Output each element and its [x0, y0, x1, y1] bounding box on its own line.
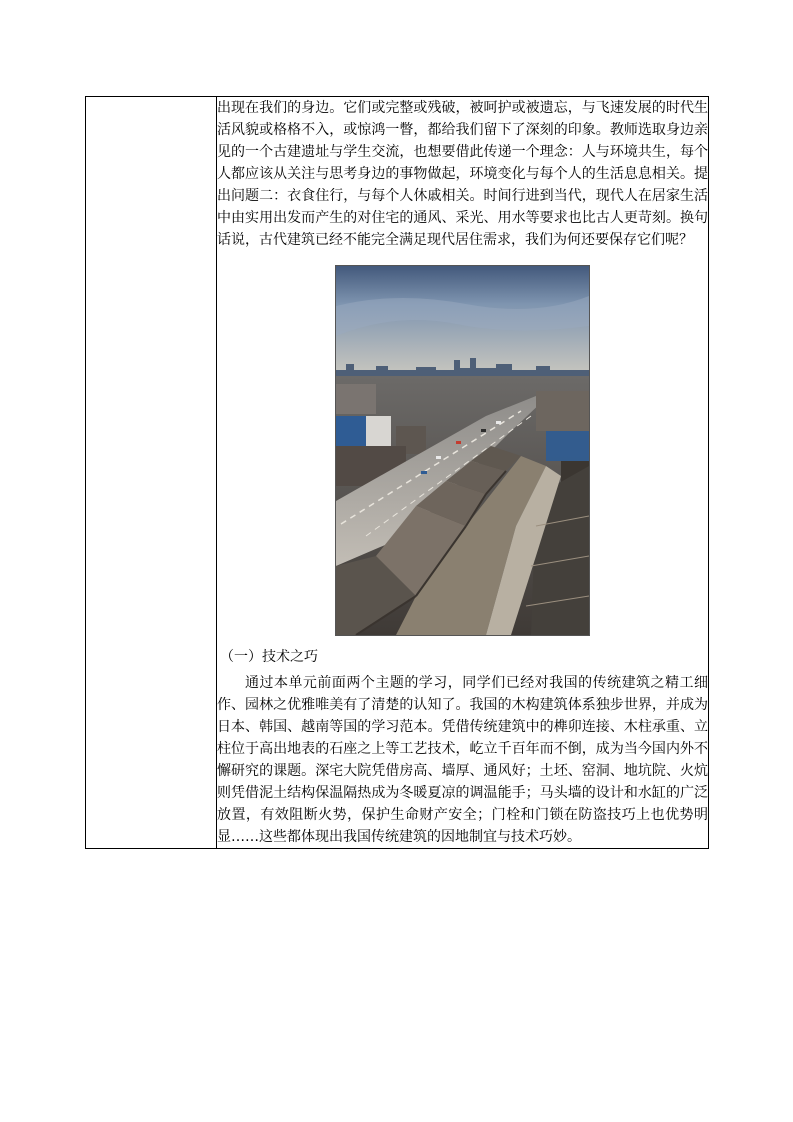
- paragraph-1: 出现在我们的身边。它们或完整或残破，被呵护或被遗忘，与飞速发展的时代生活风貌或格格不入，或惊鸿一瞥，都给我们留下了深刻的印象。教师选取身边亲见的一个古建遗址与学生交流，也想要借此传递一个理念：人与环境共生，每个人都应该从关注与思考身边的事物做起，环境变化与每个人的生活息息相关。提出问题二：衣食住行，与每个人休戚相关。时间行进到当代，现代人在居家生活中由实用出发而产生的对住宅的通风、采光、用水等要求也比古人更苛刻。换句话说，古代建筑已经不能完全满足现代居住需求，我们为何还要保存它们呢？: [217, 100, 708, 248]
- left-column-cell: [86, 97, 217, 849]
- photo-illustration: [336, 266, 589, 635]
- table-row: [86, 97, 709, 849]
- section-heading: （一）技术之巧: [220, 649, 318, 665]
- city-street-photo: [335, 265, 590, 636]
- content-cell: [217, 97, 709, 849]
- paragraph-2: 通过本单元前面两个主题的学习，同学们已经对我国的传统建筑之精工细作、园林之优雅唯美有了清楚的认知了。我国的木构建筑体系独步世界，并成为日本、韩国、越南等国的学习范本。凭借传统建筑中的榫卯连接、木柱承重、立柱位于高出地表的石座之上等工艺技术，屹立千百年而不倒，成为当今国内外不懈研究的课题。深宅大院凭借房高、墙厚、通风好；土坯、窑洞、地坑院、火炕则凭借泥土结构保温隔热成为冬暖夏凉的调温能手；马头墙的设计和水缸的广泛放置，有效阻断火势，保护生命财产安全；门栓和门锁在防盗技巧上也优势明显……这些都体现出我国传统建筑的因地制宜与技术巧妙。: [217, 675, 708, 845]
- lesson-table: [85, 96, 709, 849]
